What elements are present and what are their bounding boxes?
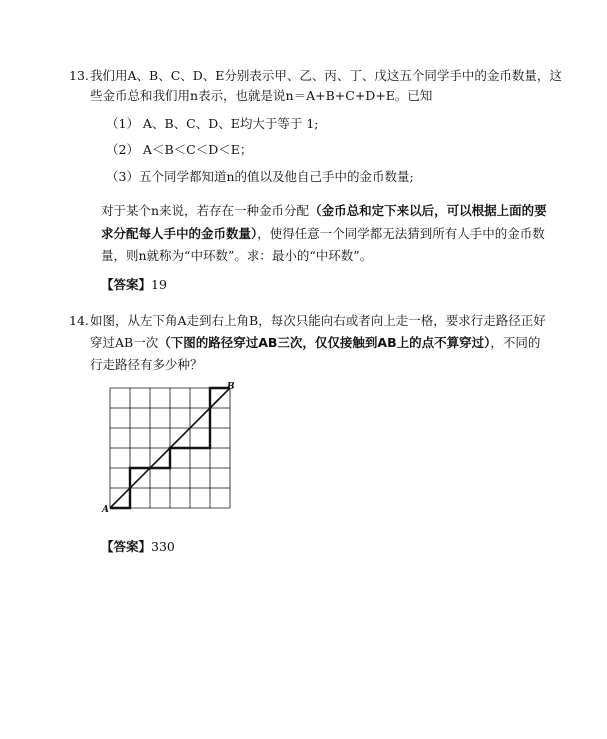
q13-condition-2: （2） A＜B＜C＜D＜E； — [106, 142, 253, 157]
q13-condition-1: （1） A、B、C、D、E均大于等于 1; — [106, 116, 319, 131]
q13-para1-bold: （金币总和定下来以后，可以根据上面的要 — [309, 203, 547, 218]
q13-condition-3: （3）五个同学都知道n的值以及他自己手中的金币数量; — [106, 169, 414, 184]
q14-answer-label: 【答案】 — [101, 539, 152, 554]
q13-paragraph-line2 — [101, 225, 545, 243]
grid-figure — [104, 382, 234, 512]
q13-paragraph-line3: 量，则n就称为“中环数”。求：最小的“中环数”。 — [101, 248, 373, 263]
q13-answer-label: 【答案】 — [101, 277, 152, 292]
q14-line1: 如图，从左下角A走到右上角B，每次只能向右或者向上走一格，要求行走路径正好 — [90, 313, 546, 328]
q13-line2: 些金币总和我们用n表示，也就是说n＝A+B+C+D+E。已知 — [90, 88, 433, 103]
point-a-label: A — [102, 505, 109, 515]
q13-answer — [101, 276, 167, 294]
point-b-label: B — [227, 382, 235, 392]
q13-answer-value: 19 — [151, 277, 167, 292]
q14-line2-end: ，不同的 — [490, 335, 541, 350]
q13-para1-text: 对于某个n来说，若存在一种金币分配 — [101, 203, 310, 218]
q14-answer-value: 330 — [151, 539, 175, 554]
q13-para2-bold: 求分配每人手中的金币数量） — [101, 226, 258, 241]
q14-line3: 行走路径有多少种？ — [90, 357, 203, 372]
q14-line2-bold: （下图的路径穿过AB三次，仅仅接触到AB上的点不算穿过） — [158, 335, 491, 350]
q13-para2-text: ，使得任意一个同学都无法猜到所有人手中的金币数 — [257, 226, 545, 241]
q14-line2-text: 穿过AB一次 — [90, 335, 159, 350]
q14-line2 — [90, 334, 540, 352]
q13-paragraph-line1 — [101, 202, 547, 220]
q13-number: 13. — [69, 68, 89, 83]
q14-number: 14. — [69, 313, 89, 328]
q13-line1: 我们用A、B、C、D、E分别表示甲、乙、丙、丁、戊这五个同学手中的金币数量，这 — [90, 68, 562, 83]
q14-answer — [101, 538, 175, 556]
